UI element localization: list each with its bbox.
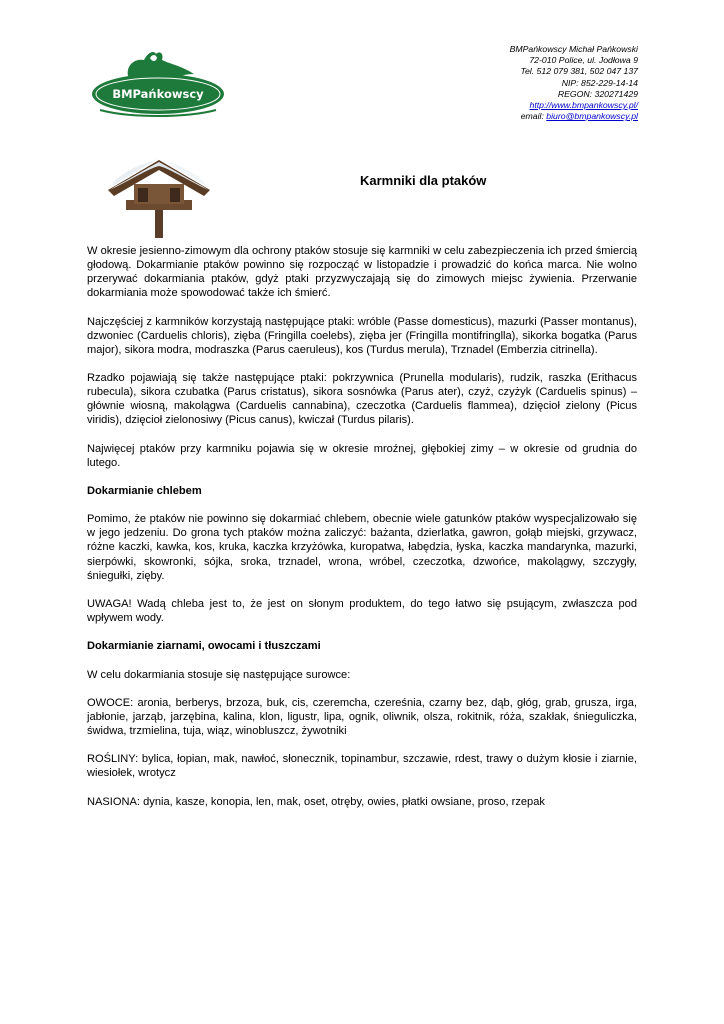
company-address: 72-010 Police, ul. Jodłowa 9 — [529, 55, 638, 66]
paragraph-intro: W okresie jesienno-zimowym dla ochrony ptaków stosuje się karmniki w celu zabezpieczenia ich przed śmiercią głodową. Dokarmianie ptaków powinno się rozpocząć w listopadzie i prowadzić do końca marca. Nie wolno przerywać dokarmiania ptaków, gdyż ptaki przyzwyczajają się do zimowych miejsc żywienia. Przerwanie dokarmiania może spowodować także ich śmierć. — [87, 245, 637, 300]
paragraph-bread: Pomimo, że ptaków nie powinno się dokarmiać chlebem, obecnie wiele gatunków ptaków wyspecjalizowało się w jego jedzeniu. Do grona tych ptaków można zaliczyć: bażanta, dzierlatka, gawron, gołąb miejski, grzywacz, różne kaczki, kawka, kos, kruka, kaczka krzyżówka, kuropatwa, łabędzia, łyska, kaczka mandarynka, mazurki, sierpówki, skowronki, sójka, sroka, trznadel, wrona, wróbel, czeczotka, dzwońce, makolągwy, szczygły, śniegułki, zięby. — [87, 513, 637, 582]
email-link[interactable]: biuro@bmpankowscy.pl — [546, 111, 638, 122]
paragraph-plants: ROŚLINY: bylica, łopian, mak, nawłoć, słonecznik, topinambur, szczawie, rdest, trawy o dużym kłosie i ziarnie, wiesiołek, wrotycz — [87, 753, 637, 780]
company-info — [418, 44, 638, 122]
paragraph-fruits: OWOCE: aronia, berberys, brzoza, buk, cis, czeremcha, czereśnia, czarny bez, dąb, głóg, grab, grusza, irga, jabłonie, jarząb, jarzębina, kalina, klon, ligustr, lipa, ognik, oliwnik, olsza, rokitnik, róża, szakłak, śnieguliczka, świdwa, trzmielina, tuja, wiąz, winobluszcz, żywotniki — [87, 696, 637, 738]
website-link[interactable]: http://www.bmpankowscy.pl/ — [529, 100, 638, 111]
company-logo — [90, 48, 226, 118]
heading-grain: Dokarmianie ziarnami, owocami i tłuszczami — [87, 640, 321, 653]
bird-feeder-image — [104, 156, 214, 238]
logo-text: BMPańkowscy — [112, 87, 204, 101]
paragraph-winter: Najwięcej ptaków przy karmniku pojawia się w okresie mroźnej, głębokiej zimy – w okresie od grudnia do lutego. — [87, 442, 637, 469]
company-name: BMPańkowscy Michał Pańkowski — [509, 44, 638, 54]
paragraph-seeds: NASIONA: dynia, kasze, konopia, len, mak, oset, otręby, owies, płatki owsiane, proso, rzepak — [87, 795, 545, 808]
paragraph-common-birds: Najczęściej z karmników korzystają następujące ptaki: wróble (Passe domesticus), mazurki (Passer montanus), dzwoniec (Carduelis chloris), zięba (Fringilla coelebs), zięba jer (Fringilla montifringlla), sikorka bogatka (Parus major), sikora modra, modraszka (Parus caeruleus), kos (Turdus merula), Trznadel (Emberzia citrinella). — [87, 315, 637, 356]
paragraph-grain-intro: W celu dokarmiania stosuje się następujące surowce: — [87, 668, 351, 681]
heading-bread: Dokarmianie chlebem — [87, 484, 202, 497]
email-label: email: — [520, 111, 547, 122]
company-phone: Tel. 512 079 381, 502 047 137 — [520, 66, 638, 77]
email-line — [418, 111, 638, 122]
company-regon: REGON: 320271429 — [557, 88, 638, 99]
paragraph-bread-warning: UWAGA! Wadą chleba jest to, że jest on słonym produktem, do tego łatwo się psującym, zwłaszcza pod wpływem wody. — [87, 597, 637, 624]
company-nip: NIP: 852-229-14-14 — [561, 77, 638, 88]
page-title: Karmniki dla ptaków — [360, 173, 487, 188]
article-body — [87, 244, 637, 823]
paragraph-rare-birds: Rzadko pojawiają się także następujące ptaki: pokrzywnica (Prunella modularis), rudzik, raszka (Erithacus rubecula), sikora czubatka (Parus cristatus), sikora sosnówka (Parus ater), czyż, czyżyk (Carduelis spinus) – głównie wiosną, makolągwa (Carduelis cannabina), czeczotka (Carduelis flammea), dzięcioł zielony (Picus viridis), dzięcioł zielonosiwy (Picus canus), kwiczał (Turdus pilaris). — [87, 372, 637, 427]
